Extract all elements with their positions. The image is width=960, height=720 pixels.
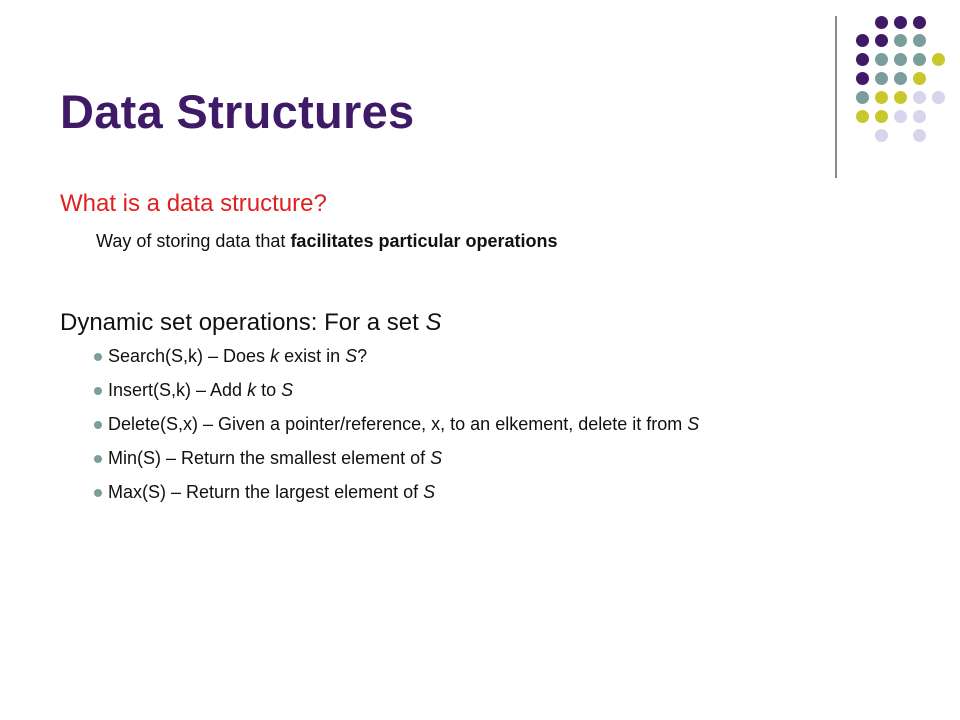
decorative-dot: [875, 53, 888, 66]
decorative-dot: [875, 129, 888, 142]
list-item: Delete(S,x) – Given a pointer/reference, x, to an elkement, delete it from S: [94, 413, 914, 435]
decorative-dot: [894, 72, 907, 85]
decorative-dot: [894, 110, 907, 123]
question-heading: What is a data structure?: [60, 190, 327, 217]
decorative-dot: [875, 72, 888, 85]
list-item: Min(S) – Return the smallest element of S: [94, 447, 914, 469]
list-item: Insert(S,k) – Add k to S: [94, 379, 914, 401]
definition-prefix: Way of storing data that: [96, 231, 291, 251]
decorative-dot: [875, 34, 888, 47]
section-heading-text: Dynamic set operations: For a set: [60, 309, 426, 336]
decorative-dot: [875, 110, 888, 123]
slide-title: Data Structures: [60, 85, 415, 138]
decorative-dot: [913, 129, 926, 142]
decorative-dot: [913, 16, 926, 29]
section-heading-var: S: [425, 309, 442, 336]
decorative-dot: [913, 34, 926, 47]
decorative-dot: [875, 91, 888, 104]
decorative-dot: [856, 53, 869, 66]
decorative-dot: [875, 16, 888, 29]
decorative-dot: [894, 91, 907, 104]
decorative-dot: [894, 53, 907, 66]
list-item: Search(S,k) – Does k exist in S?: [94, 345, 914, 367]
decorative-dot: [856, 34, 869, 47]
divider-line: [835, 16, 837, 178]
definition-emphasis: facilitates particular operations: [290, 231, 558, 251]
decorative-dot: [894, 16, 907, 29]
list-item: Max(S) – Return the largest element of S: [94, 481, 914, 503]
decorative-dot: [932, 91, 945, 104]
definition-text: [96, 231, 558, 252]
decorative-dot: [913, 53, 926, 66]
decorative-dot: [913, 72, 926, 85]
decorative-dot: [932, 53, 945, 66]
decorative-dot: [894, 34, 907, 47]
decorative-dot: [913, 91, 926, 104]
section-heading: [60, 309, 442, 337]
decorative-dot: [856, 72, 869, 85]
decorative-dot: [856, 91, 869, 104]
decorative-dot: [913, 110, 926, 123]
operations-list: [94, 345, 914, 515]
decorative-dot: [856, 110, 869, 123]
decorative-dot-grid: [840, 14, 936, 159]
